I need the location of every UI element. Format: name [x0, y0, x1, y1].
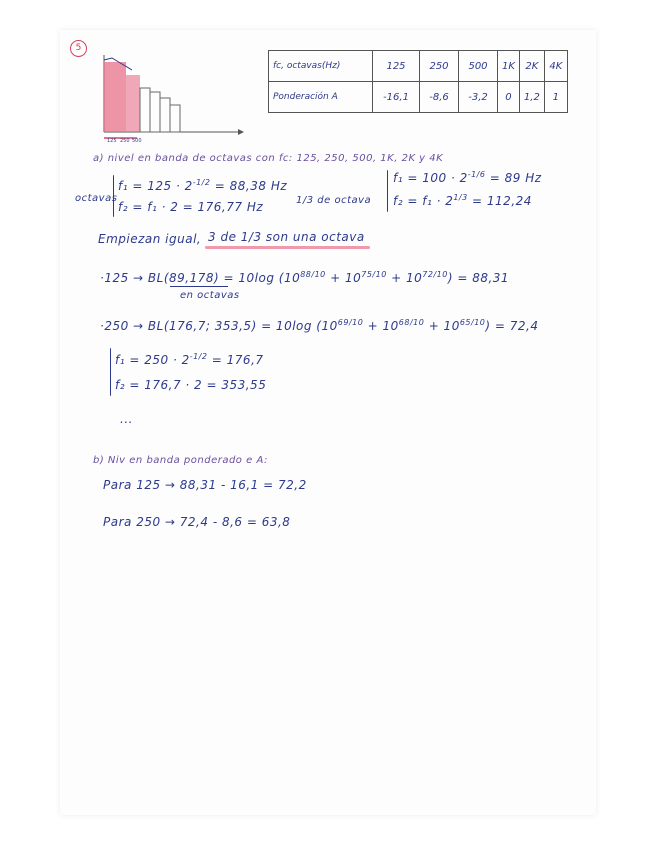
f2-250: f₂ = 176,7 · 2 = 353,55: [115, 378, 267, 392]
table-weight-cell: 1,2: [519, 82, 544, 113]
table-freq-cell: 125: [373, 51, 420, 82]
band-bar-2k: [160, 98, 170, 132]
start-note: Empiezan igual,: [98, 232, 202, 246]
table-weight-cell: -16,1: [373, 82, 420, 113]
table-weight-cell: 0: [498, 82, 520, 113]
f2-left: f₂ = f₁ · 2 = 176,77 Hz: [118, 200, 264, 214]
table-header-label: fc, octavas(Hz): [269, 51, 373, 82]
part-b-line-125: Para 125 → 88,31 - 16,1 = 72,2: [103, 478, 307, 492]
problem-number: 5: [70, 40, 87, 57]
part-a-heading: a) nivel en banda de octavas con fc: 125, 250, 500, 1K, 2K y 4K: [93, 153, 444, 164]
graph-tick-125: 125: [107, 138, 117, 144]
table-freq-cell: 250: [420, 51, 459, 82]
table-weight-cell: -3,2: [459, 82, 498, 113]
brace-250: [110, 348, 111, 396]
table-freq-cell: 500: [459, 51, 498, 82]
table-row-weighting: [269, 82, 568, 113]
bl-250-line: ·250 → BL(176,7; 353,5) = 10log $(10^{69/10} + 10^{68/10} + 10^{65/10}) = 72,4$: [100, 318, 539, 333]
graph-tick-500: 500: [132, 138, 142, 144]
third-octave-label: 1/3 de octava: [296, 195, 372, 206]
band-bar-125: [104, 62, 126, 132]
band-bar-1k: [150, 92, 160, 132]
table-row-frequencies: [269, 51, 568, 82]
table-weight-cell: 1: [544, 82, 567, 113]
part-b-heading: b) Niv en banda ponderado e A:: [93, 455, 268, 466]
f2-right: $f_2 = f_1 \cdot 2^{1/3} = 112,24$: [393, 193, 532, 208]
band-bar-250: [126, 75, 140, 132]
brace-left: [113, 175, 114, 217]
range-underline: [170, 286, 228, 287]
start-note-highlight: 3 de 1/3 son una octava: [208, 230, 365, 244]
f1-right: $f_1 = 100 \cdot 2^{-1/6} = 89$ Hz: [393, 170, 542, 185]
band-bar-500: [140, 88, 150, 132]
bl-125-range: 89,178: [169, 271, 215, 285]
graph-tick-250: 250: [120, 138, 130, 144]
table-freq-cell: 4K: [544, 51, 567, 82]
octavas-label: octavas: [75, 193, 118, 204]
weighting-table: [268, 50, 568, 113]
paper-sheet: [60, 30, 596, 815]
highlight-underline: [205, 246, 370, 249]
table-freq-cell: 1K: [498, 51, 520, 82]
octave-band-sketch: [92, 50, 252, 145]
bl-125-line: ·125 → BL(89,178) = 10log $(10^{88/10} + 10^{75/10} + 10^{72/10}) = 88,31$: [100, 270, 510, 285]
band-bar-4k: [170, 105, 180, 132]
f1-250: $f_1 = 250 \cdot 2^{-1/2} = 176,7$: [115, 352, 264, 367]
en-octavas-label: en octavas: [180, 290, 240, 301]
ellipsis: ...: [120, 412, 133, 426]
table-row-label: Ponderación A: [269, 82, 373, 113]
table-freq-cell: 2K: [519, 51, 544, 82]
part-b-line-250: Para 250 → 72,4 - 8,6 = 63,8: [103, 515, 291, 529]
brace-right: [387, 170, 388, 212]
f1-left: $f_1 = 125 \cdot 2^{-1/2} = 88,38$ Hz: [118, 178, 288, 193]
table-weight-cell: -8,6: [420, 82, 459, 113]
